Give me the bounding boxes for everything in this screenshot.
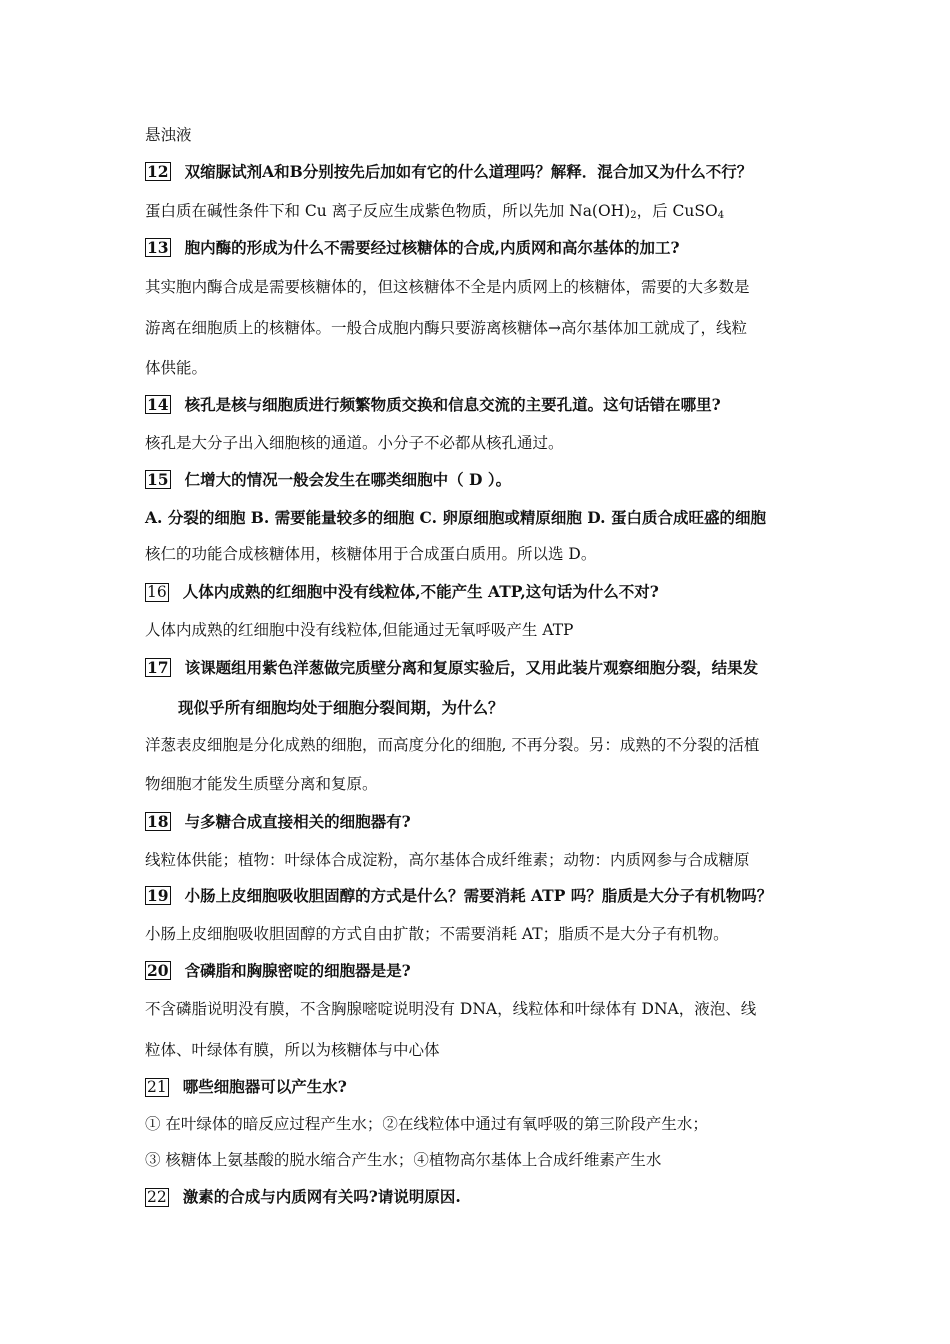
answer-14: 核孔是大分子出入细胞核的通道。小分子不必都从核孔通过。	[145, 434, 564, 452]
question-number: 18	[147, 812, 169, 831]
answer-15: 核仁的功能合成核糖体用，核糖体用于合成蛋白质用。所以选 D。	[145, 545, 597, 563]
answer-text: ① 在叶绿体的暗反应过程产生水；②在线粒体中通过有氧呼吸的第三阶段产生水；	[145, 1115, 708, 1133]
answer-text: 悬浊液	[145, 126, 192, 144]
answer-16: 人体内成熟的红细胞中没有线粒体,但能通过无氧呼吸产生 ATP	[145, 621, 574, 639]
question-21: 21 哪些细胞器可以产生水?	[147, 1077, 347, 1096]
answer-18: 线粒体供能；植物：叶绿体合成淀粉，高尔基体合成纤维素；动物：内质网参与合成糖原	[145, 851, 750, 869]
question-number: 15	[147, 470, 169, 489]
question-15-options: A. 分裂的细胞 B. 需要能量较多的细胞 C. 卵原细胞或精原细胞 D. 蛋白质合成旺盛的细胞	[145, 508, 766, 527]
answer-text: 体供能。	[145, 359, 208, 377]
question-number: 22	[147, 1188, 167, 1206]
question-number: 14	[147, 395, 169, 414]
question-number: 20	[147, 961, 169, 980]
answer-text: 其实胞内酶合成是需要核糖体的，但这核糖体不全是内质网上的核糖体，需要的大多数是	[145, 278, 750, 296]
question-17: 17 该课题组用紫色洋葱做完质壁分离和复原实验后，又用此装片观察细胞分裂，结果发	[147, 658, 759, 677]
answer-text: 不含磷脂说明没有膜，不含胸腺嘧啶说明没有 DNA，线粒体和叶绿体有 DNA，液泡、线	[145, 1000, 757, 1018]
answer-text: 洋葱表皮细胞是分化成熟的细胞，而高度分化的细胞, 不再分裂。另：成熟的不分裂的活植	[145, 736, 760, 754]
question-13: 13 胞内酶的形成为什么不需要经过核糖体的合成,内质网和高尔基体的加工?	[147, 238, 680, 257]
question-17-continued: 现似乎所有细胞均处于细胞分裂间期，为什么？	[178, 698, 504, 717]
question-number: 19	[147, 886, 169, 905]
answer-text: 物细胞才能发生质壁分离和复原。	[145, 775, 378, 793]
question-14: 14 核孔是核与细胞质进行频繁物质交换和信息交流的主要孔道。这句话错在哪里?	[147, 395, 721, 414]
answer-text: 粒体、叶绿体有膜，所以为核糖体与中心体	[145, 1041, 440, 1059]
question-number: 12	[147, 162, 169, 181]
question-number: 16	[147, 583, 167, 601]
question-12: 12 双缩脲试剂A和B分别按先后加如有它的什么道理吗？解释．混合加又为什么不行？	[147, 162, 753, 181]
question-15: 15 仁增大的情况一般会发生在哪类细胞中（ D ）。	[147, 470, 512, 489]
question-number: 17	[147, 658, 169, 677]
answer-text: ③ 核糖体上氨基酸的脱水缩合产生水；④植物高尔基体上合成纤维素产生水	[145, 1151, 662, 1169]
question-number: 21	[147, 1078, 167, 1096]
answer-19: 小肠上皮细胞吸收胆固醇的方式自由扩散；不需要消耗 AT；脂质不是大分子有机物。	[145, 925, 729, 943]
answer-text: 游离在细胞质上的核糖体。一般合成胞内酶只要游离核糖体→高尔基体加工就成了，线粒	[145, 319, 747, 337]
question-22: 22 激素的合成与内质网有关吗?请说明原因.	[147, 1187, 461, 1206]
question-16: 16 人体内成熟的红细胞中没有线粒体,不能产生 ATP,这句话为什么不对?	[147, 582, 659, 601]
question-20: 20 含磷脂和胸腺密啶的细胞器是是?	[147, 961, 411, 980]
question-18: 18 与多糖合成直接相关的细胞器有?	[147, 812, 411, 831]
answer-12: 蛋白质在碱性条件下和 Cu 离子反应生成紫色物质，所以先加 $Na(OH)_2$，后 CuSO$_4$	[145, 202, 725, 221]
question-number: 13	[147, 238, 169, 257]
question-19: 19 小肠上皮细胞吸收胆固醇的方式是什么？需要消耗 ATP 吗？脂质是大分子有机物吗？	[147, 886, 773, 905]
